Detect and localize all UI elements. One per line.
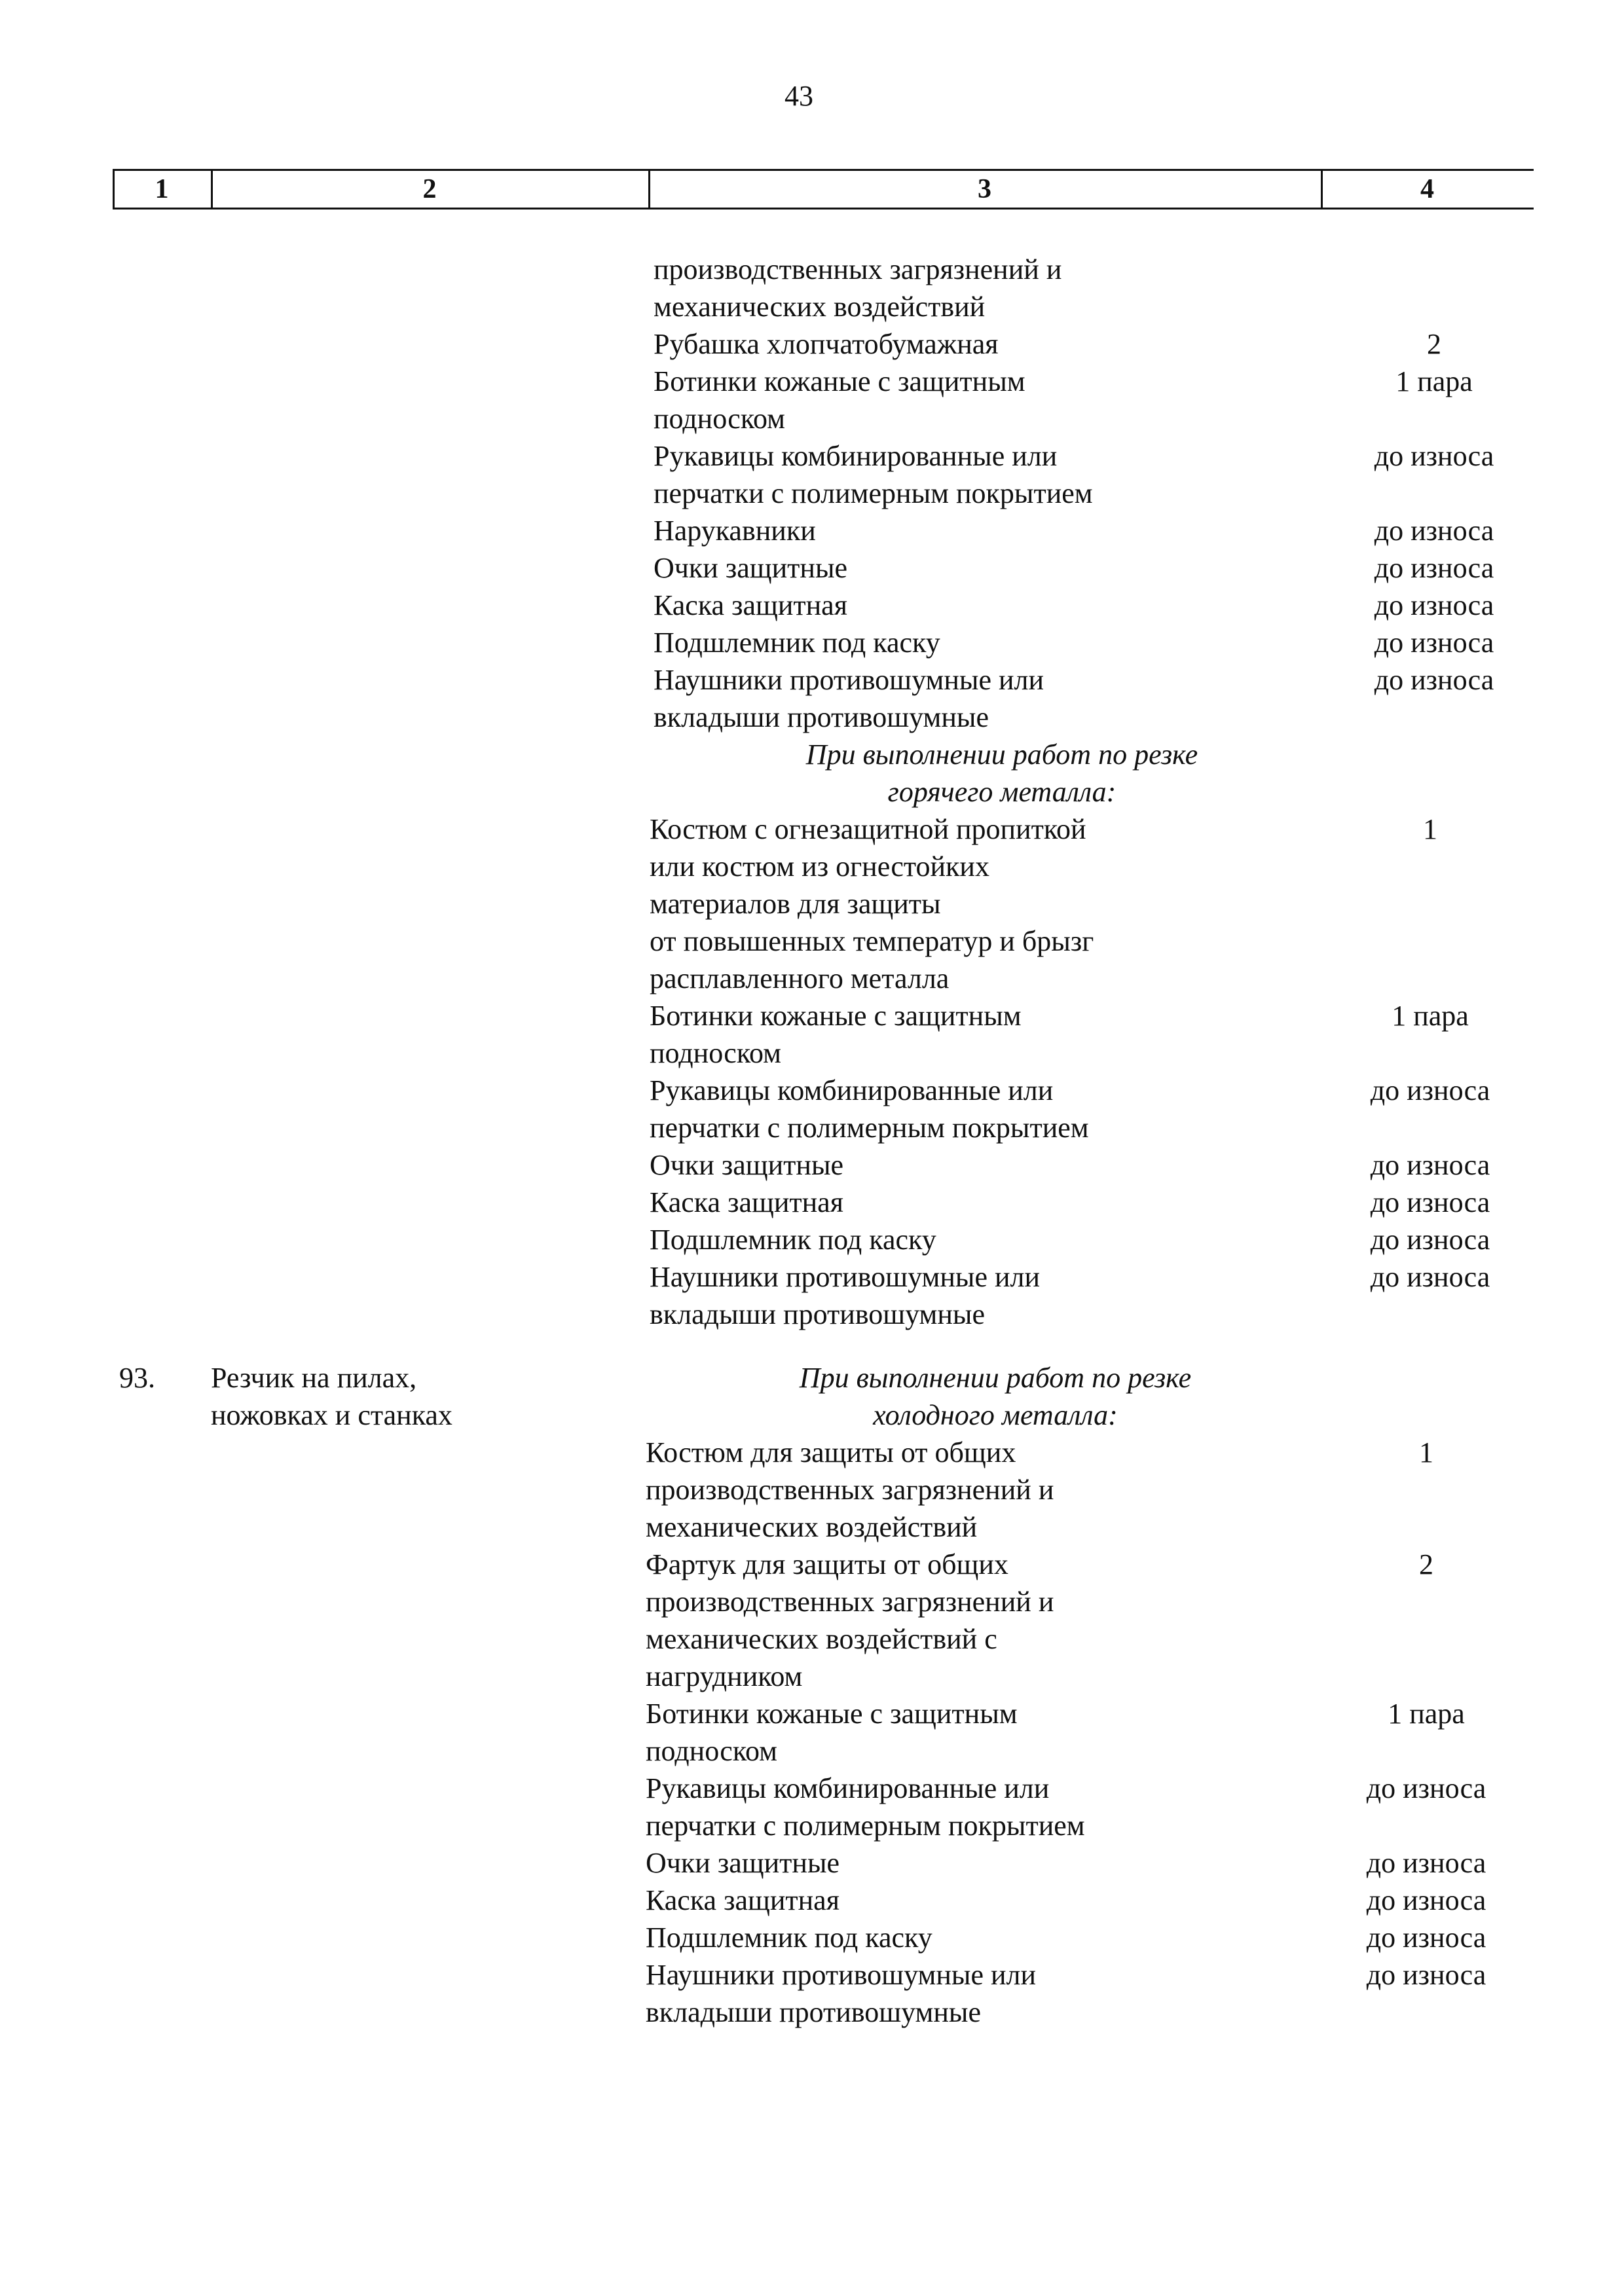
issue-quantity: 1 [1419,1436,1433,1468]
equipment-name [646,1844,1235,1882]
page-number: 43 [784,80,813,112]
issue-quantity: 1 пара [1392,1000,1469,1032]
equipment-name [650,1146,1239,1184]
issue-quantity: до износа [1374,515,1494,547]
issue-quantity: до износа [1370,1074,1490,1106]
equipment-name [646,1695,1235,1770]
equipment-name-line: Наушники противошумные или [646,1959,1037,1991]
equipment-name [654,325,1243,363]
issue-quantity: до износа [1370,1186,1490,1218]
equipment-name-line: Костюм с огнезащитной пропиткой [650,813,1086,845]
equipment-name-line: Каска защитная [654,589,847,621]
issue-quantity: до износа [1374,627,1494,659]
equipment-name [650,1072,1239,1146]
equipment-name-line: Рукавицы комбинированные или [646,1772,1050,1804]
issue-quantity: до износа [1366,1772,1486,1804]
equipment-name [654,512,1243,549]
column-number-4: 4 [1420,174,1434,204]
issue-quantity: 1 пара [1395,365,1473,397]
issue-quantity: до износа [1374,589,1494,621]
equipment-name [646,1882,1235,1919]
equipment-name-line: вкладыши противошумные [650,1298,986,1330]
table-column-header [113,169,1534,210]
issue-quantity: до износа [1370,1149,1490,1181]
issue-quantity: до износа [1370,1261,1490,1293]
section-title [707,736,1297,811]
equipment-name-line: Ботинки кожаные с защитным [646,1698,1018,1730]
equipment-name-line: Подшлемник под каску [654,627,940,659]
equipment-name [650,811,1239,997]
equipment-name-line: расплавленного металла [650,962,950,994]
equipment-name-line: Нарукавники [654,515,816,547]
issue-quantity: до износа [1366,1922,1486,1954]
equipment-name-line: механических воздействий с [646,1623,997,1655]
equipment-name-line: производственных загрязнений и [646,1474,1054,1506]
equipment-name-line: Наушники противошумные или [654,664,1044,696]
issue-quantity: до износа [1374,664,1494,696]
equipment-name [654,437,1243,512]
equipment-name-line: Наушники противошумные или [650,1261,1041,1293]
equipment-name-line: вкладыши противошумные [654,701,989,733]
equipment-name [650,997,1239,1072]
equipment-name-line: Фартук для защиты от общих [646,1548,1008,1580]
section-title-line: При выполнении работ по резке [805,738,1198,771]
equipment-name [654,363,1243,437]
equipment-name-line: Очки защитные [646,1847,840,1879]
equipment-name [650,1221,1239,1258]
issue-quantity: до износа [1374,552,1494,584]
equipment-name-line: подноском [654,403,785,435]
equipment-name-line: Подшлемник под каску [650,1224,936,1256]
equipment-name [646,1546,1235,1695]
equipment-name-line: механических воздействий [654,291,986,323]
equipment-name-line: нагрудником [646,1660,803,1692]
equipment-name-line: материалов для защиты [650,888,941,920]
issue-quantity: 1 пара [1388,1698,1465,1730]
equipment-name-line: Очки защитные [650,1149,844,1181]
equipment-name [654,661,1243,736]
equipment-name [650,1258,1239,1333]
equipment-name-line: подноском [646,1735,777,1767]
equipment-name [650,1184,1239,1221]
equipment-name-line: Рубашка хлопчатобумажная [654,328,999,360]
equipment-name-line: механических воздействий [646,1511,978,1543]
equipment-name [646,1919,1235,1956]
equipment-name-line: производственных загрязнений и [646,1586,1054,1618]
row-number: 93. [119,1362,155,1394]
equipment-name-line: Ботинки кожаные с защитным [654,365,1025,397]
issue-quantity: до износа [1374,440,1494,472]
equipment-name [654,251,1243,325]
equipment-name-line: от повышенных температур и брызг [650,925,1094,957]
section-title-line: горячего металла: [887,776,1116,808]
equipment-name-line: Рукавицы комбинированные или [650,1074,1054,1106]
equipment-name [646,1956,1235,2031]
equipment-name-line: Очки защитные [654,552,848,584]
equipment-name-line: Каска защитная [646,1884,840,1916]
equipment-name-line: перчатки с полимерным покрытием [654,477,1093,509]
profession-name-line: ножовках и станках [211,1399,452,1431]
issue-quantity: 2 [1427,328,1441,360]
equipment-name-line: Ботинки кожаные с защитным [650,1000,1022,1032]
equipment-name-line: производственных загрязнений и [654,253,1062,285]
issue-quantity: до износа [1370,1224,1490,1256]
issue-quantity: до износа [1366,1847,1486,1879]
equipment-name-line: перчатки с полимерным покрытием [646,1810,1085,1842]
equipment-name [654,624,1243,661]
equipment-name [654,587,1243,624]
equipment-name-line: или костюм из огнестойких [650,850,989,883]
issue-quantity: 2 [1419,1548,1433,1580]
issue-quantity: до износа [1366,1884,1486,1916]
equipment-name-line: вкладыши противошумные [646,1996,982,2028]
profession-name-line: Резчик на пилах, [211,1362,417,1394]
equipment-name-line: перчатки с полимерным покрытием [650,1112,1089,1144]
equipment-name-line: Каска защитная [650,1186,843,1218]
section-title-line: холодного металла: [873,1399,1118,1431]
equipment-name [654,549,1243,587]
column-number-2: 2 [422,174,437,204]
equipment-name [646,1770,1235,1844]
issue-quantity: 1 [1423,813,1437,845]
column-number-1: 1 [155,174,169,204]
section-title [701,1359,1290,1434]
profession-name [211,1359,452,1434]
equipment-name-line: Подшлемник под каску [646,1922,932,1954]
issue-quantity: до износа [1366,1959,1486,1991]
equipment-name-line: Рукавицы комбинированные или [654,440,1058,472]
equipment-name-line: подноском [650,1037,781,1069]
equipment-name-line: Костюм для защиты от общих [646,1436,1016,1468]
equipment-name [646,1434,1235,1546]
column-number-3: 3 [978,174,991,204]
section-title-line: При выполнении работ по резке [799,1362,1192,1394]
